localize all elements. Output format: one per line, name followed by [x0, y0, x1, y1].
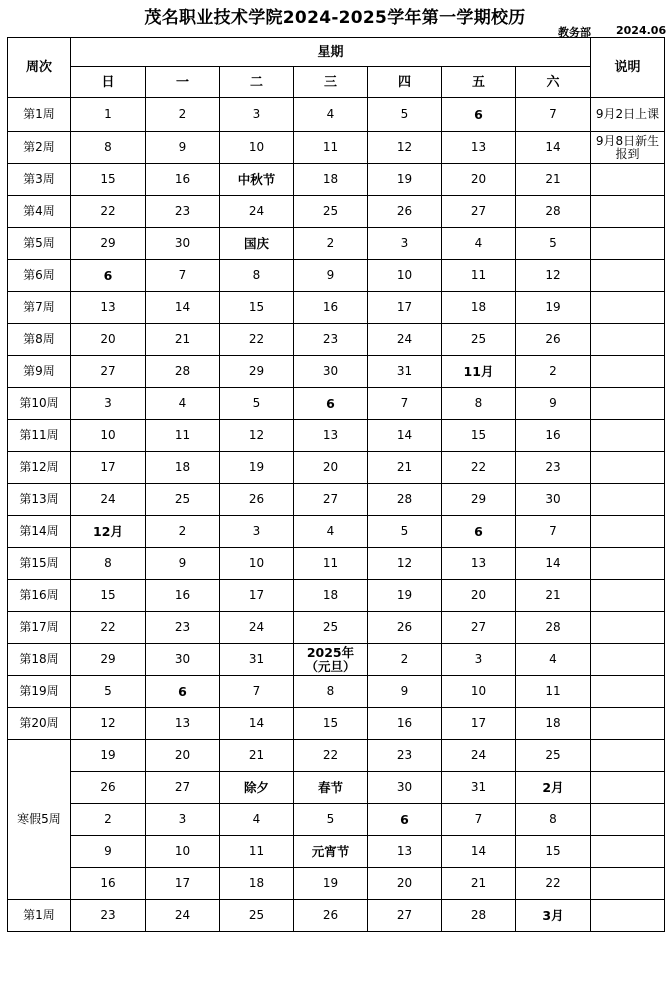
- week-row: [8, 324, 665, 356]
- day-cell: 26: [220, 484, 294, 516]
- day-cell: 9: [516, 388, 591, 420]
- day-cell: 2: [146, 516, 220, 548]
- day-cell: 5: [516, 228, 591, 260]
- weekday-header: 三: [294, 67, 368, 98]
- day-cell: 13: [442, 548, 516, 580]
- day-cell: 14: [516, 548, 591, 580]
- day-cell: 28: [146, 356, 220, 388]
- day-cell: 19: [516, 292, 591, 324]
- day-cell: 5: [368, 98, 442, 132]
- week-note: [591, 612, 665, 644]
- day-cell: 4: [294, 516, 368, 548]
- day-cell: 11: [294, 548, 368, 580]
- week-note: [591, 836, 665, 868]
- week-label: 第9周: [8, 356, 71, 388]
- day-cell: 8: [294, 676, 368, 708]
- day-cell: 25: [442, 324, 516, 356]
- day-cell: 20: [146, 740, 220, 772]
- week-note: [591, 516, 665, 548]
- week-label: 第12周: [8, 452, 71, 484]
- day-cell: 11: [516, 676, 591, 708]
- day-cell: 春节: [294, 772, 368, 804]
- day-cell: 15: [71, 164, 146, 196]
- winter-break-row: [8, 804, 665, 836]
- day-cell: 9: [368, 676, 442, 708]
- day-cell: 6: [442, 98, 516, 132]
- day-cell: 30: [146, 644, 220, 676]
- day-cell: 8: [71, 132, 146, 164]
- day-cell: 13: [71, 292, 146, 324]
- week-row: [8, 356, 665, 388]
- day-cell: 20: [294, 452, 368, 484]
- day-cell: 19: [368, 164, 442, 196]
- day-cell: 10: [220, 548, 294, 580]
- day-cell: 7: [516, 98, 591, 132]
- day-cell: 9: [146, 132, 220, 164]
- week-row: [8, 228, 665, 260]
- day-cell: 16: [294, 292, 368, 324]
- day-cell: 3: [442, 644, 516, 676]
- weekday-header: 二: [220, 67, 294, 98]
- day-cell: 25: [294, 612, 368, 644]
- day-cell: 16: [71, 868, 146, 900]
- day-cell: 7: [146, 260, 220, 292]
- day-cell: 17: [442, 708, 516, 740]
- day-cell: 3: [220, 516, 294, 548]
- day-cell: 3: [220, 98, 294, 132]
- day-cell: 15: [516, 836, 591, 868]
- week-row: [8, 132, 665, 164]
- day-cell: 3: [368, 228, 442, 260]
- week-note: [591, 484, 665, 516]
- week-note: [591, 260, 665, 292]
- week-note: [591, 452, 665, 484]
- day-cell: 6: [71, 260, 146, 292]
- day-cell: 8: [220, 260, 294, 292]
- week-row: [8, 548, 665, 580]
- day-cell: 31: [368, 356, 442, 388]
- day-cell: 11: [442, 260, 516, 292]
- week-label: 第8周: [8, 324, 71, 356]
- week-column-header: 周次: [8, 38, 71, 98]
- weekday-header-row: [8, 67, 665, 98]
- week-note: [591, 196, 665, 228]
- day-cell: 12: [368, 132, 442, 164]
- day-cell: 28: [368, 484, 442, 516]
- week-note: [591, 388, 665, 420]
- day-cell: 28: [516, 612, 591, 644]
- week-note: [591, 708, 665, 740]
- day-cell: 10: [71, 420, 146, 452]
- week-row: [8, 612, 665, 644]
- day-cell: 国庆: [220, 228, 294, 260]
- week-note: 9月2日上课: [591, 98, 665, 132]
- week-label: 第13周: [8, 484, 71, 516]
- day-cell: 4: [146, 388, 220, 420]
- day-cell: 29: [220, 356, 294, 388]
- day-cell: 23: [71, 900, 146, 932]
- week-label: 第1周: [8, 98, 71, 132]
- day-cell: 22: [516, 868, 591, 900]
- day-cell: 2: [71, 804, 146, 836]
- week-note: [591, 900, 665, 932]
- day-cell: 19: [368, 580, 442, 612]
- week-label: 第11周: [8, 420, 71, 452]
- day-cell: 23: [146, 196, 220, 228]
- day-cell: 22: [71, 196, 146, 228]
- week-note: [591, 644, 665, 676]
- week-label: 第17周: [8, 612, 71, 644]
- day-cell: 22: [71, 612, 146, 644]
- day-cell: 7: [442, 804, 516, 836]
- day-cell: 6: [442, 516, 516, 548]
- winter-break-row: [8, 740, 665, 772]
- day-cell: 28: [442, 900, 516, 932]
- week-note: [591, 356, 665, 388]
- week-label: 第14周: [8, 516, 71, 548]
- day-cell: 22: [294, 740, 368, 772]
- winter-break-row: [8, 772, 665, 804]
- day-cell: 16: [146, 580, 220, 612]
- week-label: 第16周: [8, 580, 71, 612]
- day-cell: 2025年 （元旦）: [294, 644, 368, 676]
- day-cell: 22: [442, 452, 516, 484]
- day-cell: 15: [442, 420, 516, 452]
- day-cell: 15: [220, 292, 294, 324]
- day-cell: 6: [146, 676, 220, 708]
- week-row: [8, 196, 665, 228]
- week-label: 第19周: [8, 676, 71, 708]
- week-note: [591, 868, 665, 900]
- day-cell: 12: [220, 420, 294, 452]
- day-cell: 7: [220, 676, 294, 708]
- day-cell: 17: [368, 292, 442, 324]
- day-cell: 27: [442, 612, 516, 644]
- day-cell: 29: [442, 484, 516, 516]
- day-cell: 18: [294, 580, 368, 612]
- weekday-header: 五: [442, 67, 516, 98]
- day-cell: 13: [294, 420, 368, 452]
- day-cell: 12月: [71, 516, 146, 548]
- day-cell: 9: [146, 548, 220, 580]
- day-cell: 11: [146, 420, 220, 452]
- week-label: 第20周: [8, 708, 71, 740]
- day-cell: 30: [516, 484, 591, 516]
- day-cell: 8: [516, 804, 591, 836]
- week-row: [8, 644, 665, 676]
- day-cell: 4: [442, 228, 516, 260]
- week-note: [591, 772, 665, 804]
- day-cell: 20: [71, 324, 146, 356]
- day-cell: 14: [146, 292, 220, 324]
- day-cell: 19: [220, 452, 294, 484]
- week-row: [8, 484, 665, 516]
- day-cell: 18: [220, 868, 294, 900]
- day-cell: 11月: [442, 356, 516, 388]
- week-note: [591, 292, 665, 324]
- week-label: 第5周: [8, 228, 71, 260]
- day-cell: 元宵节: [294, 836, 368, 868]
- day-cell: 21: [442, 868, 516, 900]
- day-cell: 30: [294, 356, 368, 388]
- day-cell: 5: [220, 388, 294, 420]
- department-label: 教务部: [558, 26, 591, 39]
- day-cell: 27: [146, 772, 220, 804]
- day-cell: 18: [442, 292, 516, 324]
- week-note: [591, 804, 665, 836]
- day-cell: 24: [71, 484, 146, 516]
- day-cell: 26: [71, 772, 146, 804]
- week-note: [591, 676, 665, 708]
- day-cell: 29: [71, 644, 146, 676]
- day-cell: 25: [146, 484, 220, 516]
- day-cell: 6: [368, 804, 442, 836]
- day-cell: 21: [516, 164, 591, 196]
- day-cell: 2: [368, 644, 442, 676]
- day-cell: 27: [368, 900, 442, 932]
- day-cell: 20: [442, 580, 516, 612]
- week-label: 第7周: [8, 292, 71, 324]
- week-row: [8, 580, 665, 612]
- day-cell: 2: [146, 98, 220, 132]
- day-cell: 17: [146, 868, 220, 900]
- day-cell: 5: [71, 676, 146, 708]
- day-cell: 10: [220, 132, 294, 164]
- day-cell: 18: [294, 164, 368, 196]
- day-cell: 19: [71, 740, 146, 772]
- winter-break-row: [8, 868, 665, 900]
- day-cell: 25: [220, 900, 294, 932]
- day-cell: 22: [220, 324, 294, 356]
- day-cell: 10: [146, 836, 220, 868]
- day-cell: 16: [146, 164, 220, 196]
- day-cell: 21: [220, 740, 294, 772]
- day-cell: 12: [516, 260, 591, 292]
- day-cell: 24: [220, 196, 294, 228]
- day-cell: 11: [220, 836, 294, 868]
- day-cell: 14: [368, 420, 442, 452]
- page-title: 茂名职业技术学院2024-2025学年第一学期校历: [144, 8, 526, 28]
- winter-break-row: [8, 836, 665, 868]
- week-row: [8, 516, 665, 548]
- day-cell: 21: [146, 324, 220, 356]
- day-cell: 31: [442, 772, 516, 804]
- day-cell: 1: [71, 98, 146, 132]
- day-cell: 14: [442, 836, 516, 868]
- day-cell: 16: [516, 420, 591, 452]
- day-cell: 23: [294, 324, 368, 356]
- day-cell: 26: [368, 612, 442, 644]
- day-cell: 4: [220, 804, 294, 836]
- day-cell: 26: [368, 196, 442, 228]
- day-cell: 8: [71, 548, 146, 580]
- day-cell: 27: [442, 196, 516, 228]
- day-cell: 20: [442, 164, 516, 196]
- day-cell: 26: [294, 900, 368, 932]
- week-note: 9月8日新生报到: [591, 132, 665, 164]
- day-cell: 30: [368, 772, 442, 804]
- week-note: [591, 164, 665, 196]
- week-label: 第1周: [8, 900, 71, 932]
- day-cell: 14: [516, 132, 591, 164]
- day-cell: 2月: [516, 772, 591, 804]
- day-cell: 8: [442, 388, 516, 420]
- note-column-header: 说明: [591, 38, 665, 98]
- day-cell: 17: [71, 452, 146, 484]
- day-cell: 除夕: [220, 772, 294, 804]
- day-cell: 2: [294, 228, 368, 260]
- day-cell: 3: [71, 388, 146, 420]
- week-note: [591, 228, 665, 260]
- week-row: [8, 164, 665, 196]
- day-cell: 20: [368, 868, 442, 900]
- day-cell: 23: [368, 740, 442, 772]
- day-cell: 17: [220, 580, 294, 612]
- day-cell: 19: [294, 868, 368, 900]
- week-note: [591, 580, 665, 612]
- day-cell: 5: [294, 804, 368, 836]
- day-cell: 11: [294, 132, 368, 164]
- week-row: [8, 708, 665, 740]
- next-term-row: [8, 900, 665, 932]
- week-label: 第15周: [8, 548, 71, 580]
- day-cell: 28: [516, 196, 591, 228]
- day-cell: 18: [146, 452, 220, 484]
- day-cell: 7: [368, 388, 442, 420]
- week-note: [591, 548, 665, 580]
- weekday-group-header: 星期: [71, 38, 591, 67]
- day-cell: 31: [220, 644, 294, 676]
- day-cell: 13: [442, 132, 516, 164]
- day-cell: 12: [368, 548, 442, 580]
- weekday-header: 六: [516, 67, 591, 98]
- weekday-header: 四: [368, 67, 442, 98]
- day-cell: 4: [516, 644, 591, 676]
- week-note: [591, 420, 665, 452]
- day-cell: 10: [442, 676, 516, 708]
- day-cell: 3: [146, 804, 220, 836]
- week-row: [8, 98, 665, 132]
- day-cell: 7: [516, 516, 591, 548]
- day-cell: 6: [294, 388, 368, 420]
- day-cell: 24: [146, 900, 220, 932]
- day-cell: 3月: [516, 900, 591, 932]
- day-cell: 16: [368, 708, 442, 740]
- week-label: 第2周: [8, 132, 71, 164]
- day-cell: 27: [294, 484, 368, 516]
- day-cell: 25: [516, 740, 591, 772]
- week-label: 第18周: [8, 644, 71, 676]
- day-cell: 15: [71, 580, 146, 612]
- day-cell: 18: [516, 708, 591, 740]
- day-cell: 23: [516, 452, 591, 484]
- day-cell: 24: [220, 612, 294, 644]
- day-cell: 23: [146, 612, 220, 644]
- week-label: 第6周: [8, 260, 71, 292]
- day-cell: 27: [71, 356, 146, 388]
- week-row: [8, 388, 665, 420]
- day-cell: 15: [294, 708, 368, 740]
- day-cell: 24: [442, 740, 516, 772]
- day-cell: 4: [294, 98, 368, 132]
- day-cell: 中秋节: [220, 164, 294, 196]
- day-cell: 26: [516, 324, 591, 356]
- weekday-header: 一: [146, 67, 220, 98]
- day-cell: 13: [146, 708, 220, 740]
- week-row: [8, 676, 665, 708]
- day-cell: 9: [294, 260, 368, 292]
- calendar-table: [7, 37, 665, 932]
- day-cell: 9: [71, 836, 146, 868]
- week-note: [591, 324, 665, 356]
- day-cell: 14: [220, 708, 294, 740]
- weekday-header: 日: [71, 67, 146, 98]
- week-label: 第4周: [8, 196, 71, 228]
- day-cell: 2: [516, 356, 591, 388]
- day-cell: 12: [71, 708, 146, 740]
- day-cell: 21: [516, 580, 591, 612]
- day-cell: 21: [368, 452, 442, 484]
- week-row: [8, 452, 665, 484]
- day-cell: 29: [71, 228, 146, 260]
- day-cell: 13: [368, 836, 442, 868]
- day-cell: 24: [368, 324, 442, 356]
- day-cell: 10: [368, 260, 442, 292]
- day-cell: 30: [146, 228, 220, 260]
- day-cell: 5: [368, 516, 442, 548]
- day-cell: 25: [294, 196, 368, 228]
- week-row: [8, 260, 665, 292]
- week-label: 第3周: [8, 164, 71, 196]
- week-label: 第10周: [8, 388, 71, 420]
- week-row: [8, 420, 665, 452]
- winter-break-label: 寒假5周: [8, 740, 71, 900]
- week-note: [591, 740, 665, 772]
- issue-date: 2024.06: [616, 24, 667, 37]
- week-row: [8, 292, 665, 324]
